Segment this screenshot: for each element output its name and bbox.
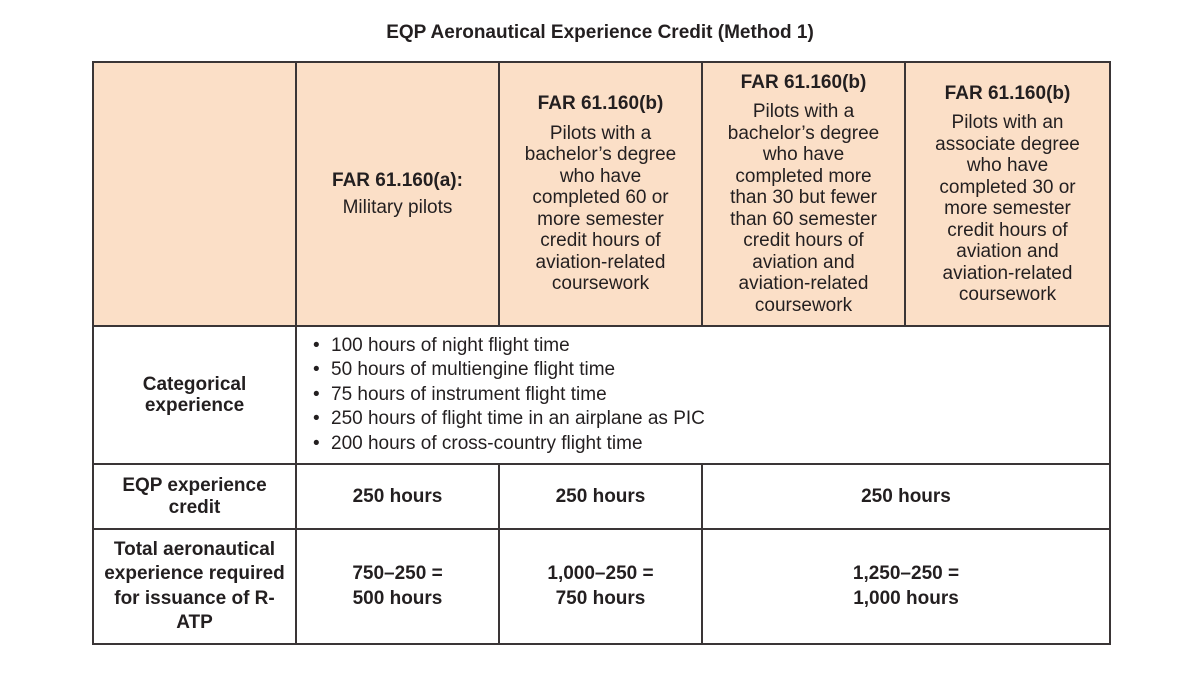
list-item: • 250 hours of flight time in an airplane as PIC — [331, 407, 1103, 432]
total-result: 1,000 hours — [853, 587, 959, 609]
row-label: Total aeronautical experience required for issuance of R-ATP — [93, 529, 296, 644]
header-cell — [905, 62, 1110, 326]
header-code: FAR 61.160(a): — [332, 170, 463, 191]
header-desc: Pilots with a bachelor’s degree who have completed 60 or more semester credit hours of aviation-related coursework — [524, 122, 677, 295]
header-empty-cell — [93, 62, 296, 326]
row-label: Categorical experience — [93, 326, 296, 464]
list-item: • 75 hours of instrument flight time — [331, 383, 1103, 408]
list-item: • 200 hours of cross-country flight time — [331, 432, 1103, 457]
table-row — [93, 326, 1110, 464]
total-calc: 1,000–250 = — [547, 563, 654, 584]
credit-value: 250 hours — [702, 464, 1110, 529]
table-row — [93, 529, 1110, 644]
eqp-credit-table — [92, 61, 1111, 645]
header-cell — [296, 62, 499, 326]
categorical-list-cell — [296, 326, 1110, 464]
table-title: EQP Aeronautical Experience Credit (Method 1) — [386, 22, 814, 43]
header-code: FAR 61.160(b) — [537, 93, 664, 115]
total-result: 500 hours — [352, 587, 443, 609]
header-cell — [702, 62, 905, 326]
credit-value: 250 hours — [296, 464, 499, 529]
header-desc: Military pilots — [342, 196, 453, 218]
list-item: • 50 hours of multiengine flight time — [331, 358, 1103, 383]
total-result: 750 hours — [555, 587, 646, 609]
credit-value: 250 hours — [499, 464, 702, 529]
header-code: FAR 61.160(b) — [944, 82, 1071, 104]
total-value — [702, 529, 1110, 644]
total-calc: 1,250–250 = — [852, 563, 960, 584]
list-item: • 100 hours of night flight time — [331, 334, 1103, 359]
total-value — [296, 529, 499, 644]
row-label: EQP experience credit — [93, 464, 296, 529]
total-calc: 750–250 = — [352, 563, 443, 584]
header-row — [93, 62, 1110, 326]
table-row — [93, 464, 1110, 529]
header-cell — [499, 62, 702, 326]
categorical-list — [303, 334, 1103, 457]
header-desc: Pilots with an associate degree who have completed 30 or more semester credit hours of aviation and aviation-related coursework — [935, 112, 1080, 305]
total-value — [499, 529, 702, 644]
header-desc: Pilots with a bachelor’s degree who have completed more than 30 but fewer than 60 semester credit hours of aviation and aviation-related coursework — [727, 101, 880, 316]
header-code: FAR 61.160(b) — [740, 71, 867, 93]
